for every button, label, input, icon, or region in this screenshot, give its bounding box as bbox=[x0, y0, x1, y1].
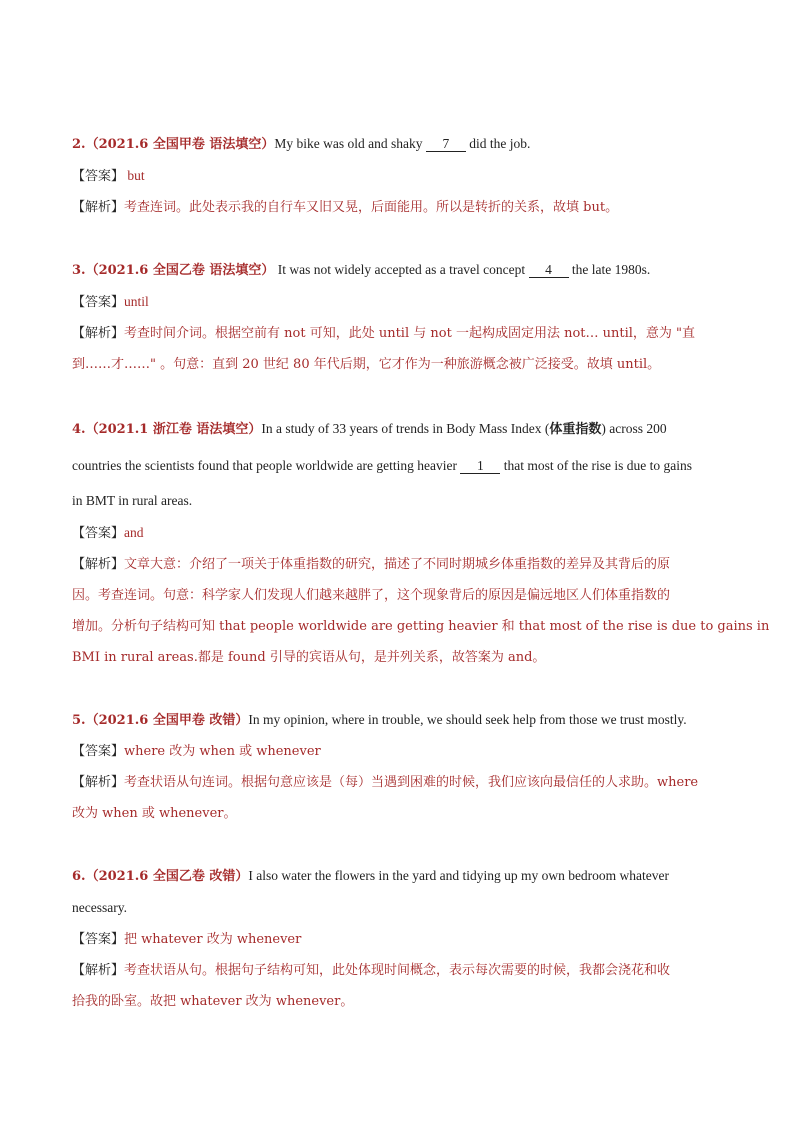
analysis-tag: 【解析】 bbox=[72, 963, 125, 978]
analysis-line bbox=[72, 767, 722, 798]
answer-blank: 4 bbox=[529, 263, 569, 278]
analysis-line bbox=[72, 318, 722, 349]
question-text: In my opinion, where in trouble, we should seek help from those we trust mostly. bbox=[248, 712, 687, 727]
answer-blank: 1 bbox=[460, 459, 500, 474]
question-6 bbox=[72, 860, 722, 1017]
analysis-line bbox=[72, 549, 722, 580]
question-6-stem-2 bbox=[72, 892, 722, 924]
answer-text: until bbox=[124, 294, 149, 309]
analysis-text: 因。考查连词。句意：科学家人们发现人们越来越胖了，这个现象背后的原因是偏远地区人们体重指数的 bbox=[72, 588, 671, 603]
analysis-tag: 【解析】 bbox=[72, 200, 125, 215]
question-3-stem bbox=[72, 254, 722, 286]
question-text: I also water the flowers in the yard and tidying up my own bedroom whatever bbox=[248, 868, 670, 883]
answer-line bbox=[72, 286, 722, 318]
question-text: did the job. bbox=[465, 136, 531, 151]
question-source: （2021.6 全国甲卷 语法填空） bbox=[85, 137, 275, 152]
question-4-stem-3 bbox=[72, 485, 722, 517]
question-number: 5. bbox=[72, 713, 86, 728]
question-2 bbox=[72, 128, 722, 223]
question-text: My bike was old and shaky bbox=[274, 136, 426, 151]
analysis-text: 文章大意：介绍了一项关于体重指数的研究，描述了不同时期城乡体重指数的差异及其背后的原 bbox=[124, 557, 671, 572]
question-text: the late 1980s. bbox=[568, 262, 651, 277]
analysis-line bbox=[72, 955, 722, 986]
answer-tag: 【答案】 bbox=[72, 744, 125, 759]
question-text: in BMT in rural areas. bbox=[72, 493, 193, 508]
analysis-text: 拾我的卧室。故把 whatever 改为 whenever。 bbox=[72, 994, 354, 1009]
question-2-stem bbox=[72, 128, 722, 160]
analysis-text: 考查时间介词。根据空前有 not 可知，此处 until 与 not 一起构成固定用法 not… until，意为 "直 bbox=[124, 326, 696, 341]
analysis-text: 增加。分析句子结构可知 that people worldwide are getting heavier 和 that most of the rise is due to gains in bbox=[72, 619, 770, 634]
answer-blank: 7 bbox=[426, 137, 466, 152]
question-4 bbox=[72, 411, 770, 673]
analysis-text: 改为 when 或 whenever。 bbox=[72, 806, 237, 821]
question-source: （2021.1 浙江卷 语法填空） bbox=[85, 422, 262, 437]
question-source: （2021.6 全国乙卷 改错） bbox=[85, 869, 249, 884]
answer-text: 把 whatever 改为 whenever bbox=[124, 932, 302, 947]
analysis-line bbox=[72, 986, 722, 1017]
analysis-line bbox=[72, 192, 722, 223]
question-6-stem bbox=[72, 860, 722, 892]
question-text: In a study of 33 years of trends in Body Mass Index ( bbox=[261, 421, 550, 436]
answer-tag: 【答案】 bbox=[72, 169, 125, 184]
answer-line bbox=[72, 517, 722, 549]
analysis-line bbox=[72, 580, 722, 611]
answer-tag: 【答案】 bbox=[72, 932, 125, 947]
analysis-line bbox=[72, 611, 770, 642]
answer-line bbox=[72, 924, 722, 955]
question-text-cn: 体重指数 bbox=[549, 422, 602, 437]
question-text: ) across 200 bbox=[601, 421, 667, 436]
question-text: It was not widely accepted as a travel concept bbox=[274, 262, 529, 277]
answer-text: where 改为 when 或 whenever bbox=[124, 744, 321, 759]
question-5 bbox=[72, 704, 722, 829]
analysis-tag: 【解析】 bbox=[72, 557, 125, 572]
analysis-text: 考查连词。此处表示我的自行车又旧又晃，后面能用。所以是转折的关系，故填 but。 bbox=[124, 200, 619, 215]
question-3 bbox=[72, 254, 722, 380]
question-number: 4. bbox=[72, 422, 86, 437]
analysis-line bbox=[72, 349, 722, 380]
analysis-text: 考查状语从句连词。根据句意应该是（每）当遇到困难的时候，我们应该向最信任的人求助。where bbox=[124, 775, 699, 790]
question-number: 2. bbox=[72, 137, 86, 152]
answer-tag: 【答案】 bbox=[72, 295, 125, 310]
document-page bbox=[72, 128, 770, 1017]
question-4-stem-2 bbox=[72, 448, 722, 485]
question-4-stem bbox=[72, 411, 722, 448]
analysis-text: 到……才……" 。句意：直到 20 世纪 80 年代后期，它才作为一种旅游概念被广泛接受。故填 until。 bbox=[72, 357, 661, 372]
analysis-text: BMI in rural areas.都是 found 引导的宾语从句，是并列关系，故答案为 and。 bbox=[72, 650, 546, 665]
analysis-tag: 【解析】 bbox=[72, 775, 125, 790]
analysis-text: 考查状语从句。根据句子结构可知，此处体现时间概念，表示每次需要的时候，我都会浇花和收 bbox=[124, 963, 671, 978]
question-text: that most of the rise is due to gains bbox=[500, 458, 692, 473]
answer-tag: 【答案】 bbox=[72, 526, 125, 541]
question-text: necessary. bbox=[72, 900, 127, 915]
analysis-tag: 【解析】 bbox=[72, 326, 125, 341]
question-source: （2021.6 全国乙卷 语法填空） bbox=[85, 263, 275, 278]
answer-line bbox=[72, 160, 722, 192]
question-number: 3. bbox=[72, 263, 86, 278]
question-number: 6. bbox=[72, 869, 86, 884]
answer-line bbox=[72, 736, 722, 767]
analysis-line bbox=[72, 642, 722, 673]
question-source: （2021.6 全国甲卷 改错） bbox=[85, 713, 249, 728]
answer-text: and bbox=[124, 525, 144, 540]
question-5-stem bbox=[72, 704, 722, 736]
analysis-line bbox=[72, 798, 722, 829]
question-text: countries the scientists found that people worldwide are getting heavier bbox=[72, 458, 461, 473]
answer-text: but bbox=[124, 168, 145, 183]
